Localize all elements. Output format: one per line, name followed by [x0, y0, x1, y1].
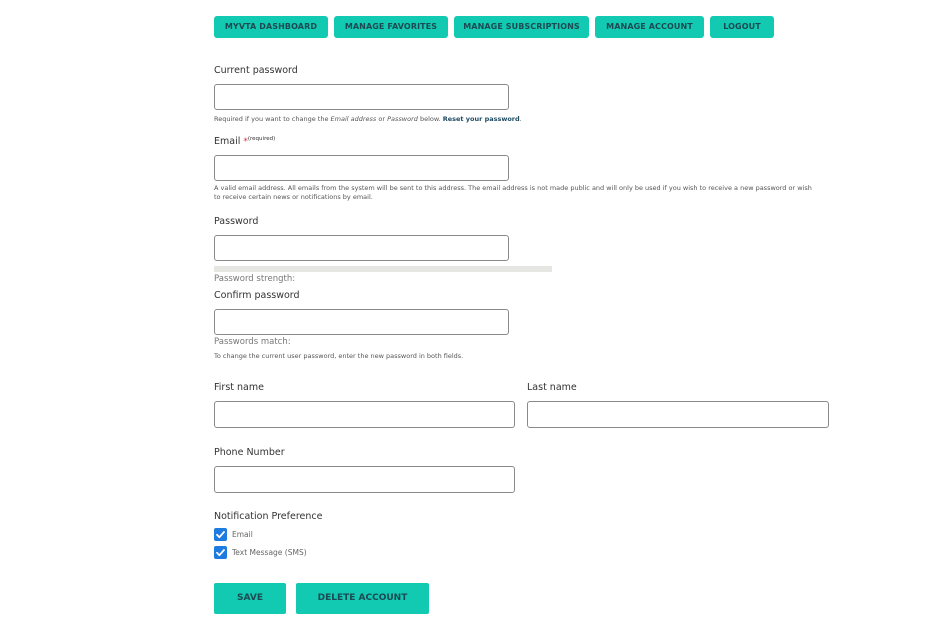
nav-logout[interactable]: LOGOUT [710, 16, 774, 38]
email-label: Email [214, 136, 241, 147]
confirm-password-input[interactable] [214, 309, 509, 335]
notification-preference-label: Notification Preference [214, 511, 323, 522]
passwords-match-label: Passwords match: [214, 337, 291, 347]
current-password-input[interactable] [214, 84, 509, 110]
desc-email-address: Email address [330, 115, 377, 123]
last-name-input[interactable] [527, 401, 829, 428]
reset-password-link[interactable]: Reset your password [442, 115, 520, 123]
current-password-label: Current password [214, 65, 298, 76]
confirm-password-label: Confirm password [214, 290, 300, 301]
nav-manage-subscriptions[interactable]: MANAGE SUBSCRIPTIONS [454, 16, 589, 38]
last-name-label: Last name [527, 382, 577, 393]
nav-manage-favorites[interactable]: MANAGE FAVORITES [334, 16, 448, 38]
password-strength-bar [214, 266, 552, 272]
nav-myvta-dashboard[interactable]: MYVTA DASHBOARD [214, 16, 328, 38]
required-star: * [243, 137, 248, 147]
password-label: Password [214, 216, 259, 227]
first-name-input[interactable] [214, 401, 515, 428]
phone-input[interactable] [214, 466, 515, 493]
password-strength-label: Password strength: [214, 274, 296, 284]
checkmark-icon [214, 546, 227, 559]
save-button[interactable]: SAVE [214, 583, 286, 614]
email-checkbox-label[interactable]: Email [232, 530, 253, 539]
sms-checkbox-label[interactable]: Text Message (SMS) [232, 548, 307, 557]
first-name-label: First name [214, 382, 264, 393]
desc-text: Required if you want to change the [214, 115, 331, 123]
email-label-wrap [214, 136, 275, 147]
email-description: A valid email address. All emails from the system will be sent to this address. The email address is not made public and will only be used if you wish to receive a new password or wish to receive certain news or notifications by email. [214, 184, 812, 201]
delete-account-button[interactable]: DELETE ACCOUNT [296, 583, 429, 614]
desc-text: below. [417, 115, 443, 123]
desc-text: or [376, 115, 388, 123]
desc-password: Password [387, 115, 418, 123]
nav-manage-account[interactable]: MANAGE ACCOUNT [595, 16, 704, 38]
sms-checkbox[interactable] [214, 546, 227, 559]
account-nav [214, 16, 774, 38]
desc-text: . [519, 115, 522, 123]
email-checkbox[interactable] [214, 528, 227, 541]
required-text: (required) [247, 136, 276, 142]
checkmark-icon [214, 528, 227, 541]
phone-label: Phone Number [214, 447, 285, 458]
confirm-password-description: To change the current user password, enter the new password in both fields. [214, 352, 464, 360]
password-input[interactable] [214, 235, 509, 261]
current-password-description [214, 115, 522, 124]
email-input[interactable] [214, 155, 509, 181]
